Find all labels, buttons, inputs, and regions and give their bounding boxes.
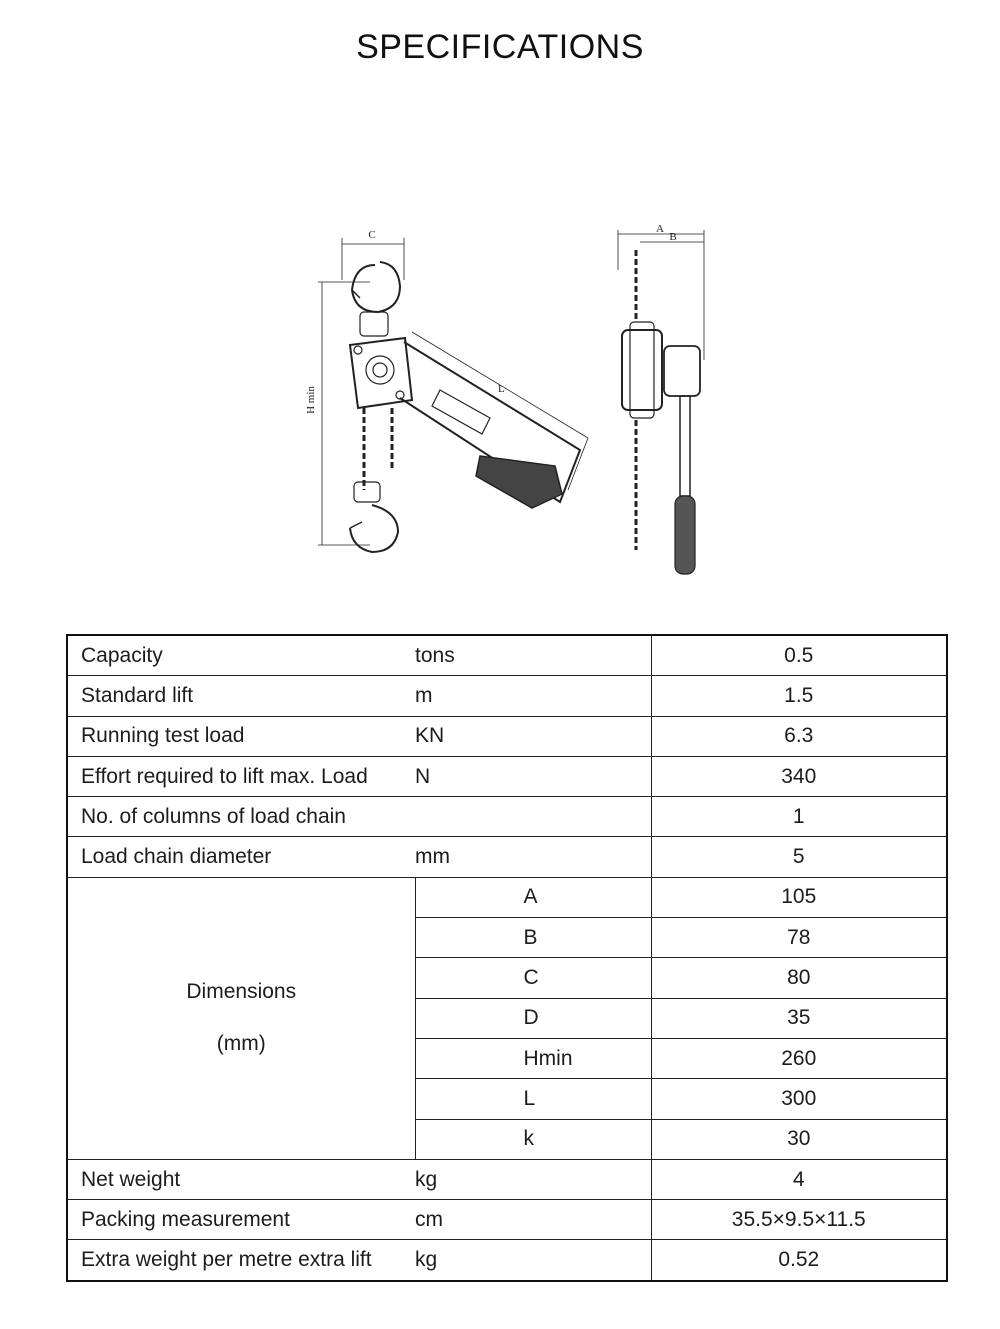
value-cell: 105	[651, 877, 947, 917]
value-cell: 260	[651, 1038, 947, 1078]
table-row	[67, 716, 947, 756]
table-row	[67, 676, 947, 716]
value-cell: 35	[651, 998, 947, 1038]
unit-cell: mm	[415, 837, 651, 877]
value-cell: 5	[651, 837, 947, 877]
dim-label-a: A	[656, 223, 664, 235]
value-cell: 6.3	[651, 716, 947, 756]
unit-cell: N	[415, 756, 651, 796]
page-title: SPECIFICATIONS	[356, 28, 644, 66]
value-cell: 80	[651, 958, 947, 998]
property-cell: Extra weight per metre extra lift	[67, 1240, 415, 1281]
dimensions-group-cell	[67, 877, 415, 1159]
dim-label-l: L	[498, 383, 505, 395]
unit-cell: m	[415, 676, 651, 716]
dimension-key: B	[415, 918, 651, 958]
value-cell: 78	[651, 918, 947, 958]
table-row	[67, 1240, 947, 1281]
table-row	[67, 756, 947, 796]
value-cell: 1	[651, 797, 947, 837]
value-cell: 300	[651, 1079, 947, 1119]
table-row	[67, 797, 947, 837]
property-cell: Load chain diameter	[67, 837, 415, 877]
lever-hoist-drawing	[300, 220, 720, 590]
value-cell: 30	[651, 1119, 947, 1159]
table-row	[67, 1200, 947, 1240]
dimension-key: D	[415, 998, 651, 1038]
dimension-key: Hmin	[415, 1038, 651, 1078]
table-row	[67, 877, 947, 917]
unit-cell	[415, 797, 651, 837]
dim-label-c: C	[368, 229, 376, 241]
dim-label-b: B	[669, 231, 677, 243]
value-cell: 340	[651, 756, 947, 796]
property-cell: Effort required to lift max. Load	[67, 756, 415, 796]
dimension-key: C	[415, 958, 651, 998]
property-cell: Capacity	[67, 635, 415, 676]
value-cell: 0.52	[651, 1240, 947, 1281]
dim-label-h: H min	[305, 386, 317, 414]
value-cell: 35.5×9.5×11.5	[651, 1200, 947, 1240]
dimensions-label: Dimensions	[186, 980, 297, 1004]
unit-cell: KN	[415, 716, 651, 756]
property-cell: No. of columns of load chain	[67, 797, 415, 837]
specifications-table	[66, 634, 948, 1282]
property-cell: Running test load	[67, 716, 415, 756]
value-cell: 1.5	[651, 676, 947, 716]
dimension-key: L	[415, 1079, 651, 1119]
dimensions-unit: (mm)	[216, 1032, 266, 1056]
unit-cell: cm	[415, 1200, 651, 1240]
value-cell: 4	[651, 1159, 947, 1199]
table-row	[67, 1159, 947, 1199]
property-cell: Packing measurement	[67, 1200, 415, 1240]
unit-cell: kg	[415, 1159, 651, 1199]
table-row	[67, 635, 947, 676]
dimension-key: k	[415, 1119, 651, 1159]
value-cell: 0.5	[651, 635, 947, 676]
property-cell: Standard lift	[67, 676, 415, 716]
property-cell: Net weight	[67, 1159, 415, 1199]
table-row	[67, 837, 947, 877]
unit-cell: kg	[415, 1240, 651, 1281]
lever-hoist-technical-drawing	[300, 220, 720, 590]
dimension-key: A	[415, 877, 651, 917]
unit-cell: tons	[415, 635, 651, 676]
